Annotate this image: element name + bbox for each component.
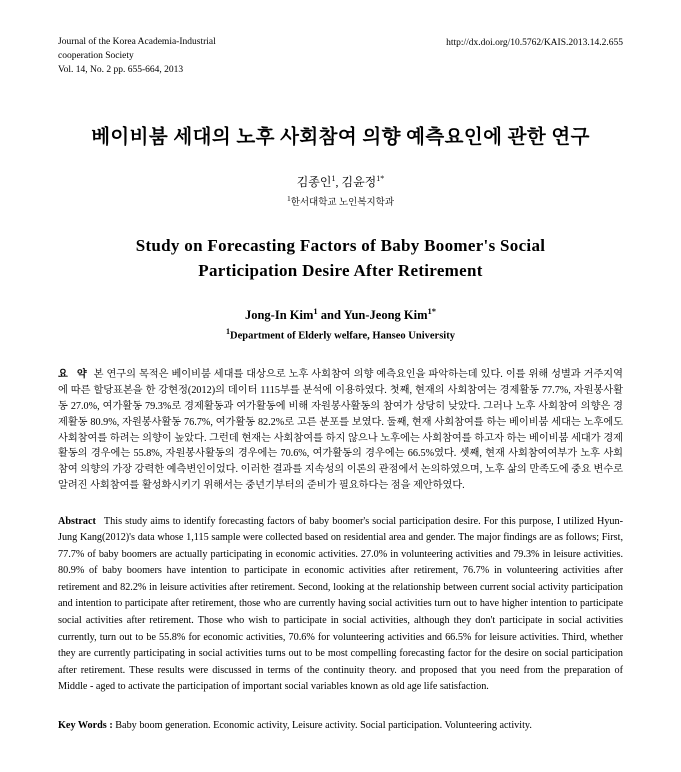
korean-affiliation-text: 한서대학교 노인복지학과 (290, 198, 395, 209)
english-abstract (58, 514, 623, 696)
keywords-section (58, 718, 623, 733)
english-affiliation (58, 327, 623, 342)
english-author-1-marker: 1 (313, 305, 318, 316)
english-authors (58, 306, 623, 323)
korean-affiliation-marker: 1 (286, 194, 291, 204)
korean-author-2: , 김윤정 (335, 175, 377, 190)
korean-authors (58, 173, 623, 190)
english-title-line-2: Participation Desire After Retirement (198, 261, 483, 281)
english-author-2: and Yun-Jeong Kim (317, 307, 428, 322)
english-abstract-text: This study aims to identify forecasting factors of baby boomer's social participation desire. For this purpose, I utilized Hyun-Jung Kang(2012)'s data whose 1,115 sample were collected based on residential area and gender. The major findings are as follows; First, 77.7% of baby boomers are actually participating in economic activities. 27.0% in volunteering activities and 79.3% in leisure activities. 80.9% of baby boomers have intention to participate in economic activities after retirement, 76.7% in volunteering activities after retirement and 82.2% in leisure activities after retirement. Second, looking at the relationship between current social activity participation and intention to participate after retirement, those who are currently having social activities turn out to have higher intention to participate social activities after retirement. Those who wish to participate in social activities, although they don't participate in social activities currently, turn out to be 55.8% for economic activities, 70.6% for volunteering activities and 66.5% for leisure activities. Third, whether they are currently participating in social activities turns out to be most compelling forecasting factor for the desire on social participation after retirement. These results were discussed in terms of the continuity theory. and proposed that you need from the preparation of Middle - aged to activate the participation of important social variables known as old age life satisfaction. (58, 515, 623, 693)
english-affiliation-marker: 1 (226, 326, 231, 336)
page-header (58, 36, 623, 77)
english-author-1: Jong-In Kim (244, 307, 314, 322)
korean-author-1: 김종인 (296, 175, 332, 190)
doi-link[interactable]: http://dx.doi.org/10.5762/KAIS.2013.14.2.655 (446, 38, 623, 48)
journal-name-line1: Journal of the Korea Academia-Industrial (58, 37, 216, 47)
korean-author-2-marker: 1* (376, 174, 385, 184)
english-abstract-label: Abstract (58, 515, 96, 527)
korean-title: 베이비붐 세대의 노후 사회참여 의향 예측요인에 관한 연구 (91, 127, 590, 149)
english-title-line-1: Study on Forecasting Factors of Baby Boomer's Social (135, 236, 546, 256)
korean-abstract-label: 요 약 (58, 369, 90, 381)
journal-volume-info: Vol. 14, No. 2 pp. 655-664, 2013 (58, 64, 184, 75)
korean-author-1-marker: 1 (331, 174, 336, 184)
journal-name-line2: cooperation Society (58, 50, 134, 61)
keywords-label: Key Words : (58, 719, 113, 731)
korean-abstract-text: 본 연구의 목적은 베이비붐 세대를 대상으로 노후 사회참여 의향 예측요인을 파악하는데 있다. 이를 위해 성별과 거주지역에 따른 할당표본을 한 강현정(2012)의 데이터 1115부를 분석에 이용하였다. 첫째, 현재의 사회참여는 경제활동 77.7%, 자원봉사활동 27.0%, 여가활동 79.3%로 경제활동과 여가활동에 비해 자원봉사활동의 참여가 상당히 낮았다. 그러나 노후 사회참여 의향은 경제활동 80.9%, 자원봉사활동 76.7%, 여가활동 82.2%로 고른 분포를 보였다. 둘째, 현재 사회참여를 하는 베이비붐 세대는 노후에도 사회참여를 하려는 의향이 높았다. 그런데 현재는 사회참여를 하지 않으나 노후에는 사회참여를 하고자 하는 베이비붐 세대가 경제활동의 경우에는 55.8%, 자원봉사활동의 경우에는 70.6%, 여가활동의 경우에는 66.5%였다. 셋째, 현재 사회참여여부가 노후 사회참여 의향의 가장 강력한 예측변인이었다. 이러한 결과를 지속성의 이론의 관점에서 논의하였으며, 노후 삶의 만족도에 중요 변수로 알려진 사회참여를 활성화시키기 위해서는 중년기부터의 준비가 필요하다는 점을 제안하였다. (58, 369, 623, 492)
keywords-text: Baby boom generation. Economic activity, Leisure activity. Social participation. Volunteering activity. (115, 719, 532, 731)
english-author-2-marker: 1* (427, 305, 437, 316)
english-affiliation-text: Department of Elderly welfare, Hanseo University (230, 330, 455, 342)
english-title (58, 234, 623, 283)
journal-info (58, 36, 273, 77)
korean-abstract (58, 367, 623, 494)
korean-affiliation (58, 194, 623, 208)
